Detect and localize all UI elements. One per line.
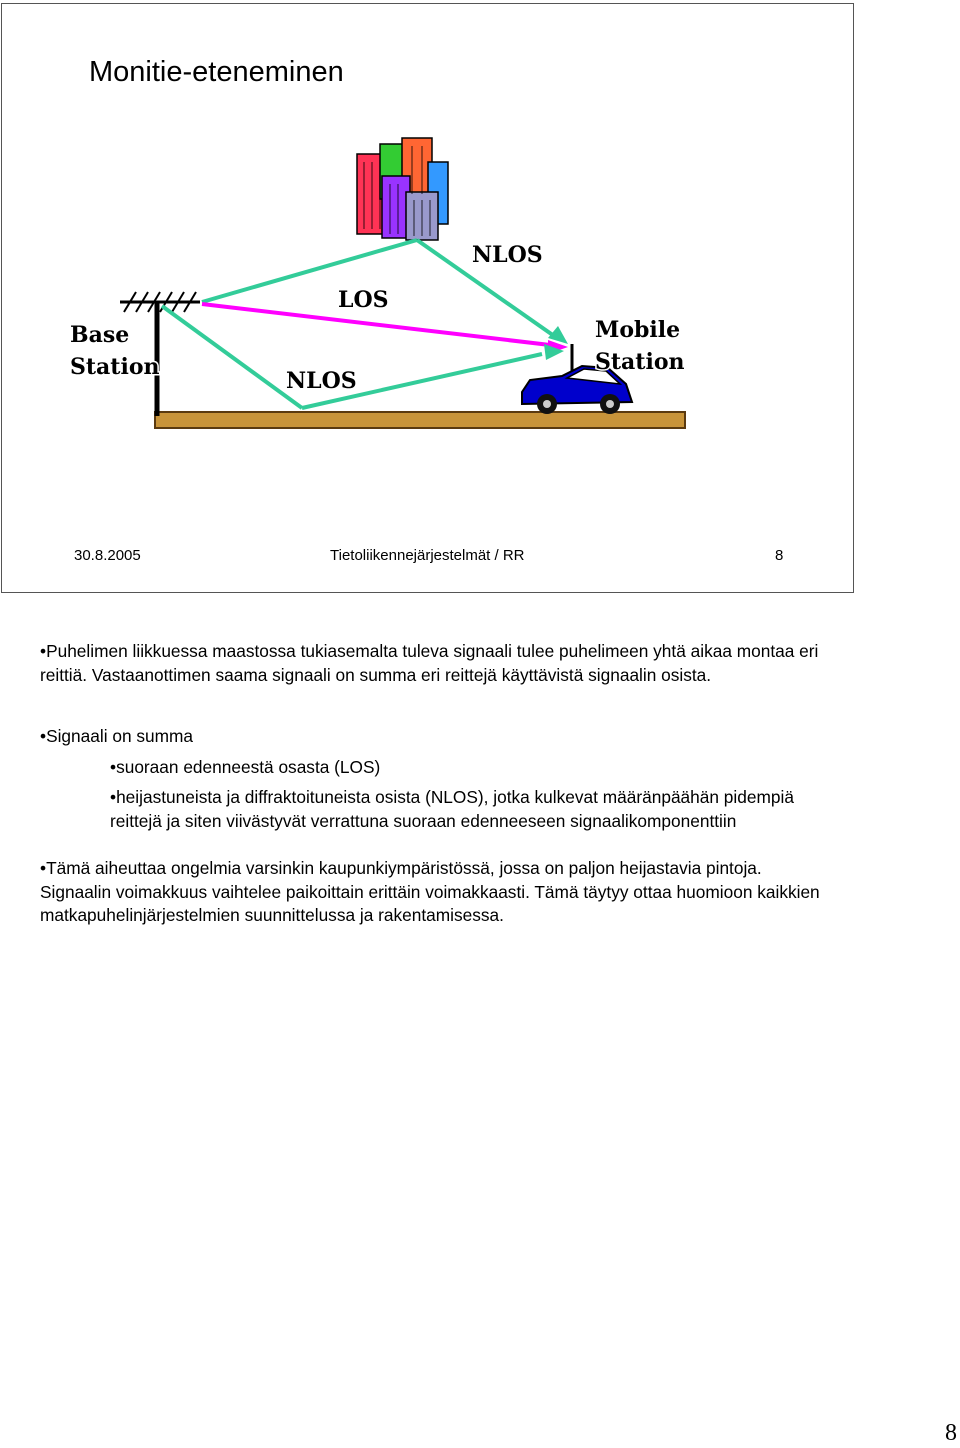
mobile-station-label: Mobile <box>595 317 681 343</box>
mobile-station-label: Station <box>595 349 685 375</box>
slide-title: Monitie-eteneminen <box>89 56 344 88</box>
ground <box>155 412 685 428</box>
multipath-diagram <box>2 4 853 592</box>
footer-slide-number: 8 <box>775 547 784 564</box>
slide <box>1 3 854 593</box>
footer-center: Tietoliikennejärjestelmät / RR <box>330 547 525 564</box>
notes-sub-bullet: • suoraan edenneestä osasta (LOS) <box>110 756 820 780</box>
nlos-upper-label: NLOS <box>472 242 543 268</box>
notes-paragraph: • Tämä aiheuttaa ongelmia varsinkin kaupunkiympäristössä, jossa on paljon heijastavia pintoja. Signaalin voimakkuus vaihtelee paikoittain erittäin voimakkaasti. Tämä täytyy ottaa huomioon kaikkien matkapuhelinjärjestelmien suunnittelussa ja rakentamisessa. <box>40 857 820 928</box>
los-label: LOS <box>338 287 389 313</box>
base-station-label: Station <box>70 354 160 380</box>
page-number: 8 <box>945 1420 957 1446</box>
notes-paragraph: • Signaali on summa <box>40 725 820 749</box>
notes-sub-bullet: • heijastuneista ja diffraktoituneista osista (NLOS), jotka kulkevat määränpäähän pidempiä reittejä ja siten viivästyvät verrattuna suoraan edenneeseen signaalikomponenttiin <box>110 786 820 833</box>
speaker-notes <box>40 640 820 928</box>
notes-paragraph: • Puhelimen liikkuessa maastossa tukiasemalta tuleva signaali tulee puhelimeen yhtä aikaa montaa eri reittiä. Vastaanottimen saama signaali on summa eri reittejä käyttävistä signaalin osista. <box>40 640 820 687</box>
footer-date: 30.8.2005 <box>74 547 141 564</box>
base-station-label: Base <box>70 322 130 348</box>
city-buildings-icon <box>357 138 448 240</box>
nlos-lower-label: NLOS <box>286 368 357 394</box>
